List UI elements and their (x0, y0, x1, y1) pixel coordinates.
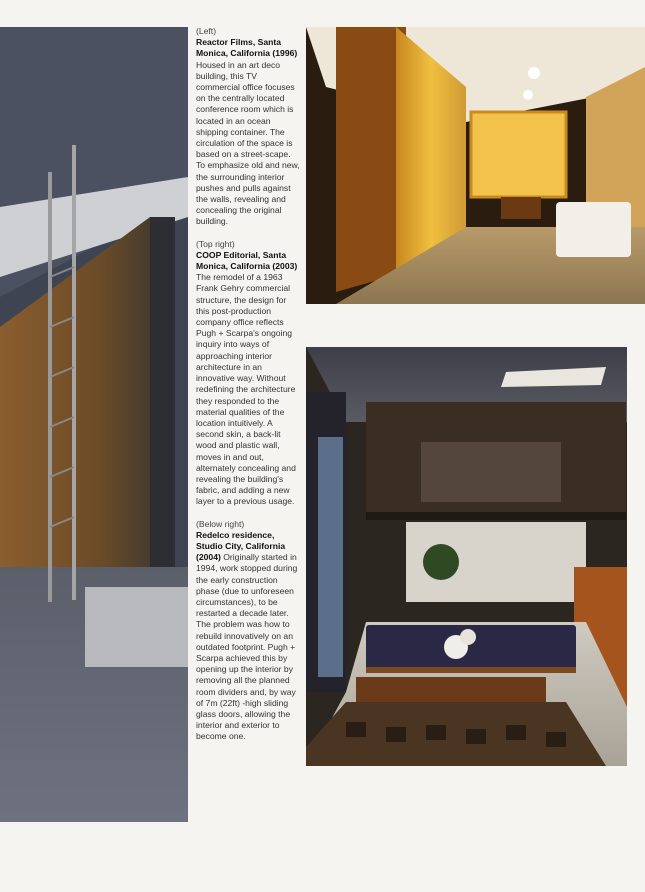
caption-left (196, 26, 300, 228)
caption-top-right (196, 239, 300, 508)
caption-body: Originally started in 1994, work stopped during the early construction phase (due to unforeseen circumstances), to be restarted a decade later. The problem was how to rebuild innovatively on an outdated footprint. Pugh + Scarpa achieved this by opening up the interior by removing all the planned room dividers and, by way of 7m (22ft) -high sliding glass doors, allowing the interior and exterior to become one. (196, 552, 298, 742)
caption-position: (Below right) (196, 518, 245, 529)
caption-body: The remodel of a 1963 Frank Gehry commercial structure, the design for this post-production company office reflects Pugh + Scarpa's ongoing inquiry into ways of approaching interior architecture in an innovative way. Without redefining the architecture they responded to the material qualities of the location intuitively. A second skin, a back-lit wood and plastic wall, moves in and out, alternately concealing and revealing the building's fabric, and adding a new layer to a previous usage. (196, 272, 296, 507)
caption-title: COOP Editorial, Santa Monica, California (2003) (196, 249, 298, 272)
caption-title: Reactor Films, Santa Monica, California (1996) (196, 37, 298, 59)
caption-below-right (196, 519, 300, 743)
caption-position: (Top right) (196, 238, 235, 249)
photo-redelco-residence (306, 347, 627, 766)
caption-title: Redelco residence, Studio City, California (2004) (196, 529, 286, 563)
captions-column (196, 26, 300, 754)
caption-position: (Left) (196, 26, 217, 36)
photo-coop-editorial (306, 27, 645, 304)
caption-body: Housed in an art deco building, this TV commercial office focuses on the centrally located conference room which is located in an ocean shipping container. The circulation of the space is based on a street-scape. To emphasize old and new, the surrounding interior pushes and pulls against the walls, revealing and concealing the original building. (196, 59, 300, 227)
photo-reactor-films (0, 27, 188, 822)
